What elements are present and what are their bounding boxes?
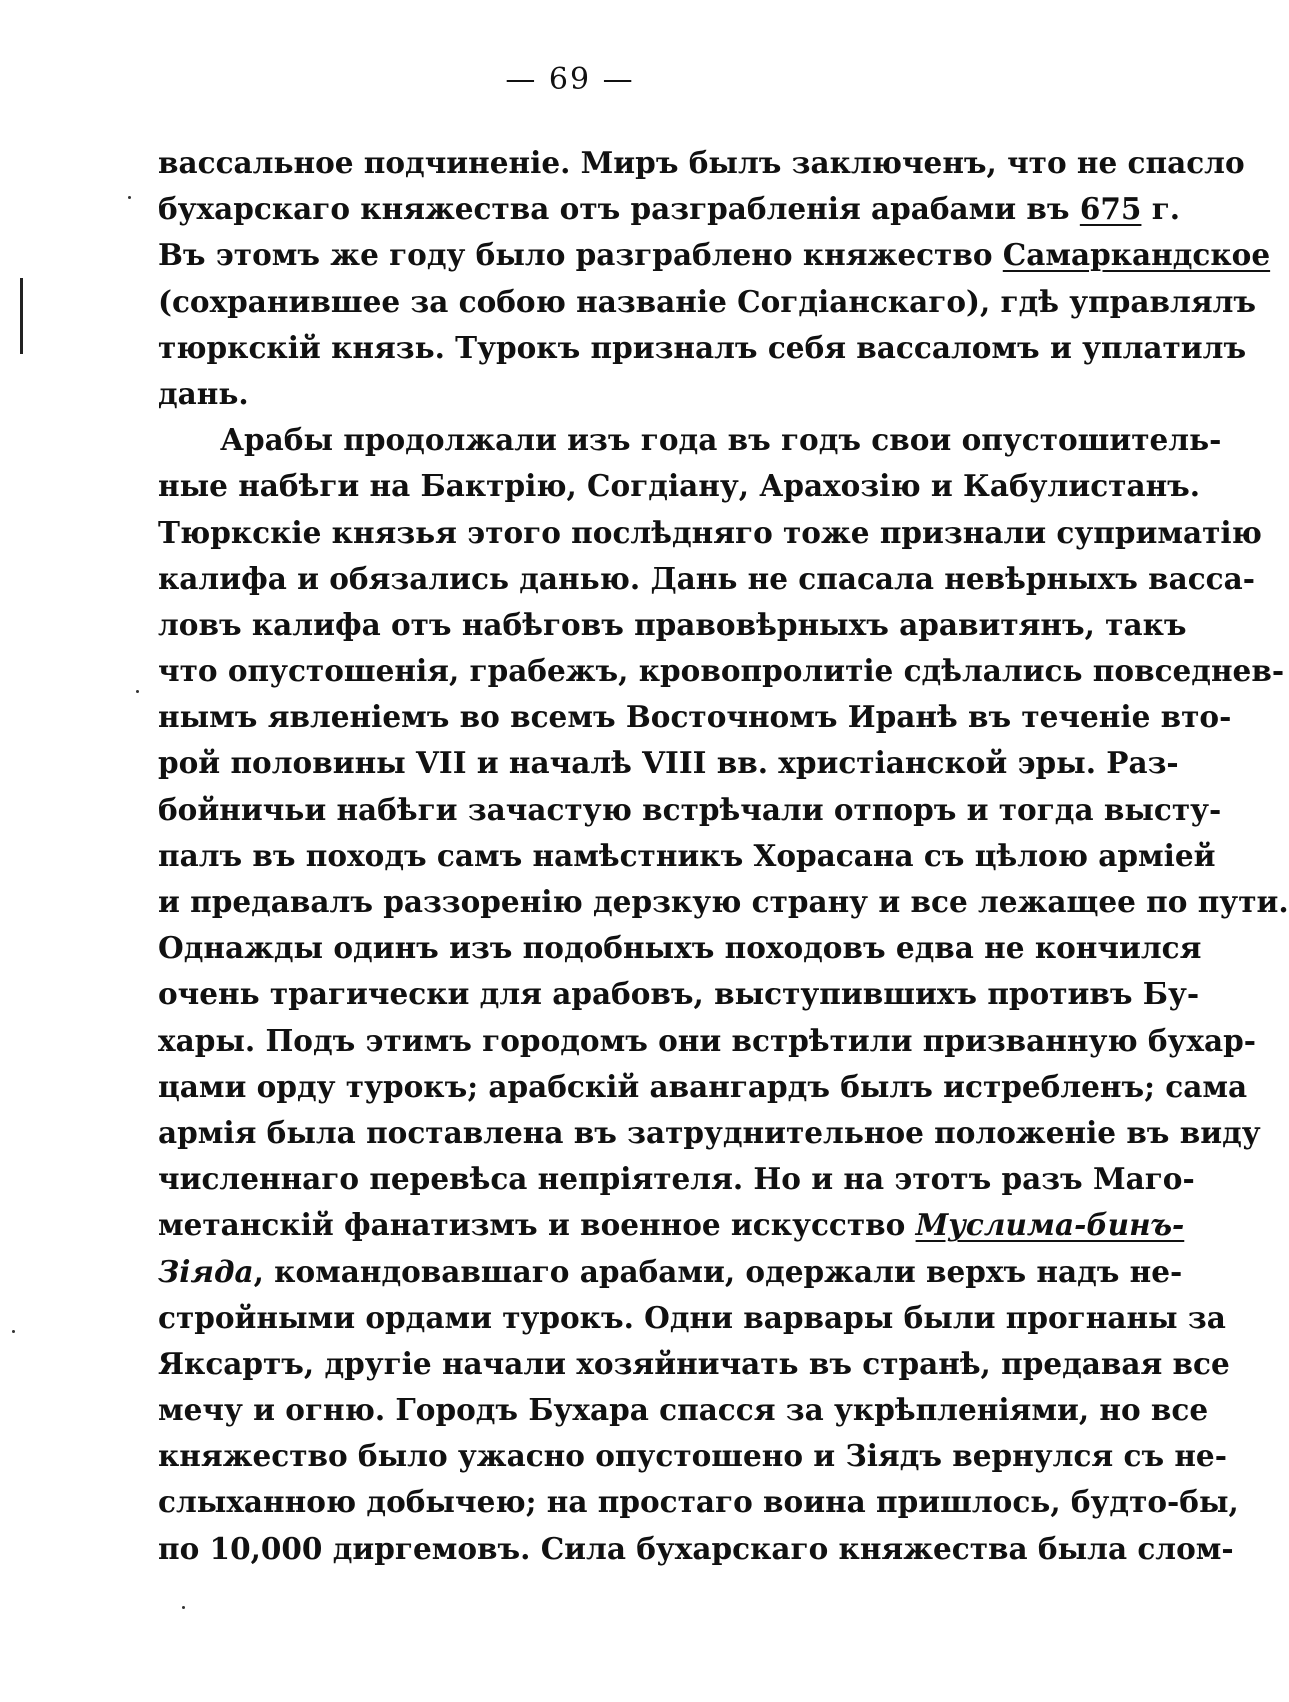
text-line: ловъ калифа отъ набѣговъ правовѣрныхъ аравитянъ, такъ bbox=[158, 606, 1187, 642]
paragraph bbox=[158, 417, 1289, 1572]
text-line: стройными ордами турокъ. Одни варвары были прогнаны за bbox=[158, 1299, 1226, 1335]
paragraph bbox=[158, 140, 1271, 417]
underlined-name: Муслима-бинъ- bbox=[915, 1207, 1185, 1243]
text-line: мечу и огню. Городъ Бухара спасся за укрѣпленіями, но все bbox=[158, 1392, 1209, 1428]
underlined-year: 675 bbox=[1079, 191, 1142, 227]
text-line: тюркскій князь. Турокъ призналъ себя вассаломъ и уплатилъ bbox=[158, 329, 1247, 365]
text-line: (сохранившее за собою названіе Согдіанскаго), гдѣ управлялъ bbox=[158, 283, 1257, 319]
text-line: хары. Подъ этимъ городомъ они встрѣтили призванную бухар- bbox=[158, 1022, 1256, 1058]
text-line: очень трагически для арабовъ, выступившихъ противъ Бу- bbox=[158, 976, 1200, 1012]
text-line: рой половины VII и началѣ VIII вв. христіанской эры. Раз- bbox=[158, 745, 1179, 781]
page-speck bbox=[128, 196, 131, 199]
text-line: слыханною добычею; на простаго воина пришлось, будто-бы, bbox=[158, 1484, 1239, 1520]
body-text bbox=[158, 140, 1289, 1572]
text-line: по 10,000 диргемовъ. Сила бухарскаго княжества была слом- bbox=[158, 1530, 1234, 1566]
text-line: цами орду турокъ; арабскій авангардъ былъ истребленъ; сама bbox=[158, 1068, 1248, 1104]
text-line: метанскій фанатизмъ и военное искусство Муслима-бинъ- bbox=[158, 1207, 1185, 1243]
text-line: дань. bbox=[158, 375, 249, 411]
text-line: Въ этомъ же году было разграблено княжество Самаркандское bbox=[158, 237, 1271, 273]
page-speck bbox=[12, 1330, 15, 1333]
text-line: Яксартъ, другіе начали хозяйничать въ странѣ, предавая все bbox=[158, 1345, 1230, 1381]
text-line: армія была поставлена въ затруднительное положеніе въ виду bbox=[158, 1114, 1261, 1150]
text-line: княжество было ужасно опустошено и Зіядъ вернулся съ не- bbox=[158, 1438, 1227, 1474]
page-speck bbox=[182, 1606, 185, 1609]
margin-line bbox=[20, 278, 23, 354]
text-line: бухарскаго княжества отъ разграбленія арабами въ 675 г. bbox=[158, 191, 1181, 227]
text-line: Тюркскіе князья этого послѣдняго тоже признали суприматію bbox=[158, 514, 1262, 550]
text-line: и предавалъ раззоренію дерзкую страну и все лежащее по пути. bbox=[158, 884, 1289, 919]
text-line: палъ въ походъ самъ намѣстникъ Хорасана съ цѣлою арміей bbox=[158, 837, 1216, 873]
text-line: Однажды одинъ изъ подобныхъ походовъ едва не кончился bbox=[158, 930, 1202, 966]
page-number: — 69 — bbox=[505, 62, 635, 97]
text-line: что опустошенія, грабежъ, кровопролитіе сдѣлались повседнев- bbox=[158, 653, 1285, 689]
page-speck bbox=[136, 690, 139, 693]
text-line: нымъ явленіемъ во всемъ Восточномъ Иранѣ въ теченіе вто- bbox=[158, 699, 1232, 735]
text-line: численнаго перевѣса непріятеля. Но и на этотъ разъ Маго- bbox=[158, 1161, 1195, 1197]
text-line: вассальное подчиненіе. Миръ былъ заключенъ, что не спасло bbox=[158, 145, 1245, 180]
text-line: Арабы продолжали изъ года въ годъ свои опустошитель- bbox=[220, 422, 1222, 458]
text-line: бойничьи набѣги зачастую встрѣчали отпоръ и тогда высту- bbox=[158, 791, 1222, 827]
text-line: Зіяда, командовавшаго арабами, одержали верхъ надъ не- bbox=[158, 1253, 1183, 1289]
text-line: ные набѣги на Бактрію, Согдіану, Арахозію и Кабулистанъ. bbox=[158, 468, 1201, 504]
italic-name: Зіяда bbox=[158, 1253, 254, 1289]
text-line: калифа и обязались данью. Дань не спасала невѣрныхъ васса- bbox=[158, 560, 1256, 596]
underlined-place: Самаркандское bbox=[1002, 237, 1271, 273]
